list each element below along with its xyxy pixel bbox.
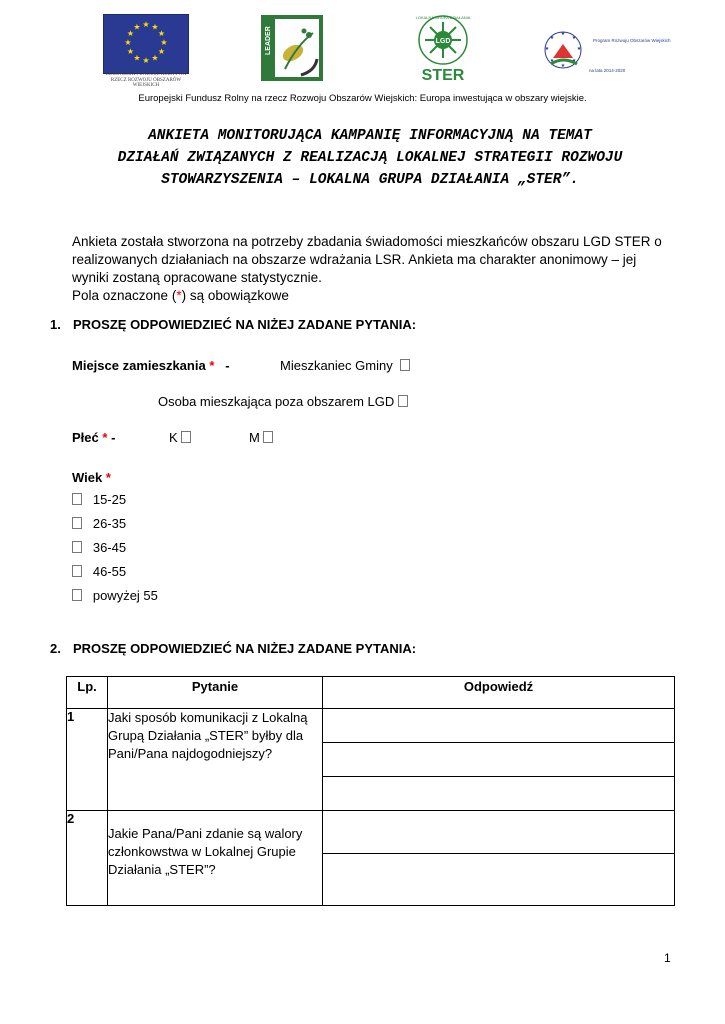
lgd-logo-text: LGD: [435, 38, 451, 45]
svg-text:★: ★: [544, 46, 550, 52]
residence-label: [72, 358, 230, 373]
residence-label-text: Miejsce zamieszkania: [72, 358, 206, 373]
svg-text:★: ★: [142, 20, 150, 29]
svg-text:★: ★: [124, 38, 132, 47]
gender-k-checkbox[interactable]: [181, 431, 191, 443]
svg-text:★: ★: [151, 22, 159, 32]
col-header-answer: Odpowiedź: [323, 677, 675, 709]
svg-text:★: ★: [157, 29, 166, 38]
age-option[interactable]: [72, 588, 158, 603]
row-number: 1: [67, 709, 108, 811]
svg-text:★: ★: [576, 46, 582, 52]
svg-text:★: ★: [571, 35, 577, 41]
question-text: Jakie Pana/Pani zdanie są walory członkowstwa w Lokalnej Grupie Działania „STER”?: [108, 811, 323, 906]
svg-text:★: ★: [126, 29, 135, 38]
prow-logo-years: na lata 2014-2020: [589, 68, 626, 73]
age-checkbox[interactable]: [72, 493, 82, 505]
residence-gmina-checkbox[interactable]: [400, 359, 410, 371]
age-option-label: 46-55: [92, 564, 127, 579]
svg-text:★: ★: [549, 58, 555, 64]
svg-text:★: ★: [571, 58, 577, 64]
age-label: [72, 470, 111, 485]
residence-dash: -: [225, 358, 230, 373]
svg-text:★: ★: [157, 47, 166, 56]
gender-label: [72, 430, 115, 445]
svg-text:★: ★: [549, 35, 555, 41]
residence-option-gmina[interactable]: [280, 358, 410, 373]
section-2-heading: PROSZĘ ODPOWIEDZIEĆ NA NIŻEJ ZADANE PYTANIA:: [73, 641, 417, 656]
answer-field[interactable]: [323, 777, 674, 810]
answer-field[interactable]: [323, 854, 674, 904]
ster-logo-text: STER: [421, 67, 465, 84]
gender-m-label: M: [249, 430, 260, 445]
age-option-label: 15-25: [92, 492, 127, 507]
question-text: Jaki sposób komunikacji z Lokalną Grupą Działania „STER” byłby dla Pani/Pana najdogodniejszy?: [108, 709, 323, 811]
gender-required-star: *: [102, 430, 108, 445]
table-row: [67, 811, 675, 906]
gender-option-m[interactable]: [249, 430, 273, 445]
row-number: 2: [67, 811, 108, 906]
gender-option-k[interactable]: [169, 430, 191, 445]
age-label-text: Wiek: [72, 470, 103, 485]
document-title: [50, 125, 690, 191]
svg-text:★: ★: [133, 22, 141, 32]
age-checkbox[interactable]: [72, 541, 82, 553]
answer-field[interactable]: [323, 743, 674, 777]
questions-table: [66, 676, 675, 906]
title-line-2: DZIAŁAŃ ZWIĄZANYCH Z REALIZACJĄ LOKALNEJ STRATEGII ROZWOJU: [117, 150, 623, 166]
section-1-number: 1.: [50, 317, 61, 332]
svg-text:★: ★: [560, 31, 566, 37]
eu-logo-caption: EUROPEJSKI FUNDUSZ ROLNY NA RZECZ ROZWOJU OBSZARÓW WIEJSKICH: [105, 72, 187, 88]
gender-label-text: Płeć: [72, 430, 99, 445]
residence-option-outside[interactable]: [158, 394, 408, 409]
age-required-star: *: [105, 470, 111, 485]
age-option-label: 36-45: [92, 540, 127, 555]
funding-tagline: Europejski Fundusz Rolny na rzecz Rozwoju Obszarów Wiejskich: Europa inwestująca w obszary wiejskie.: [138, 93, 587, 104]
age-checkbox[interactable]: [72, 517, 82, 529]
age-option[interactable]: [72, 540, 126, 555]
age-option[interactable]: [72, 516, 126, 531]
title-line-3: STOWARZYSZENIA – LOKALNA GRUPA DZIAŁANIA „STER”.: [161, 172, 579, 188]
residence-option-outside-label: Osoba mieszkająca poza obszarem LGD: [158, 394, 395, 409]
age-option-label: 26-35: [92, 516, 127, 531]
svg-text:★: ★: [142, 56, 150, 65]
gender-k-label: K: [169, 430, 178, 445]
intro-text: Ankieta została stworzona na potrzeby zbadania świadomości mieszkańców obszaru LGD STER o realizowanych działaniach na obszarze wdrażania LSR. Ankieta ma charakter anonimowy – jej wyniki zostaną opracowane statystycznie.: [72, 234, 662, 285]
section-1-heading: PROSZĘ ODPOWIEDZIEĆ NA NIŻEJ ZADANE PYTANIA:: [73, 317, 417, 332]
col-header-question: Pytanie: [108, 677, 323, 709]
prow-logo: [541, 22, 671, 78]
intro-paragraph: [72, 233, 672, 305]
residence-option-gmina-label: Mieszkaniec Gminy: [280, 358, 393, 373]
answer-cell: [323, 811, 675, 906]
page-number: 1: [664, 951, 671, 965]
age-checkbox[interactable]: [72, 565, 82, 577]
prow-logo-text: Program Rozwoju Obszarów Wiejskich: [593, 38, 671, 43]
residence-outside-checkbox[interactable]: [398, 395, 408, 407]
table-header-row: [67, 677, 675, 709]
residence-required-star: *: [209, 358, 215, 373]
age-option[interactable]: [72, 564, 126, 579]
svg-text:★: ★: [160, 38, 168, 47]
lgd-ster-logo: [408, 10, 478, 84]
eu-flag-logo: [103, 14, 189, 74]
answer-field[interactable]: [323, 709, 674, 743]
svg-text:★: ★: [126, 47, 135, 56]
age-option[interactable]: [72, 492, 126, 507]
col-header-lp: Lp.: [67, 677, 108, 709]
table-row: [67, 709, 675, 811]
required-note-prefix: Pola oznaczone (: [72, 288, 177, 303]
age-option-label: powyżej 55: [92, 588, 158, 603]
title-line-1: ANKIETA MONITORUJĄCA KAMPANIĘ INFORMACYJNĄ NA TEMAT: [148, 128, 592, 144]
leader-logo-text: LEADER: [265, 26, 272, 55]
answer-field[interactable]: [323, 811, 674, 854]
svg-text:★: ★: [151, 53, 159, 63]
age-checkbox[interactable]: [72, 589, 82, 601]
section-2-number: 2.: [50, 641, 61, 656]
gender-m-checkbox[interactable]: [263, 431, 273, 443]
answer-cell: [323, 709, 675, 811]
ster-logo-ring-text: LOKALNA GRUPA DZIAŁANIA: [415, 15, 471, 20]
leader-logo: [261, 15, 323, 81]
required-note: [72, 287, 672, 305]
required-note-suffix: ) są obowiązkowe: [181, 288, 289, 303]
svg-text:★: ★: [133, 53, 141, 63]
gender-dash: -: [111, 430, 116, 445]
svg-text:★: ★: [560, 63, 566, 69]
required-star: *: [176, 288, 182, 303]
